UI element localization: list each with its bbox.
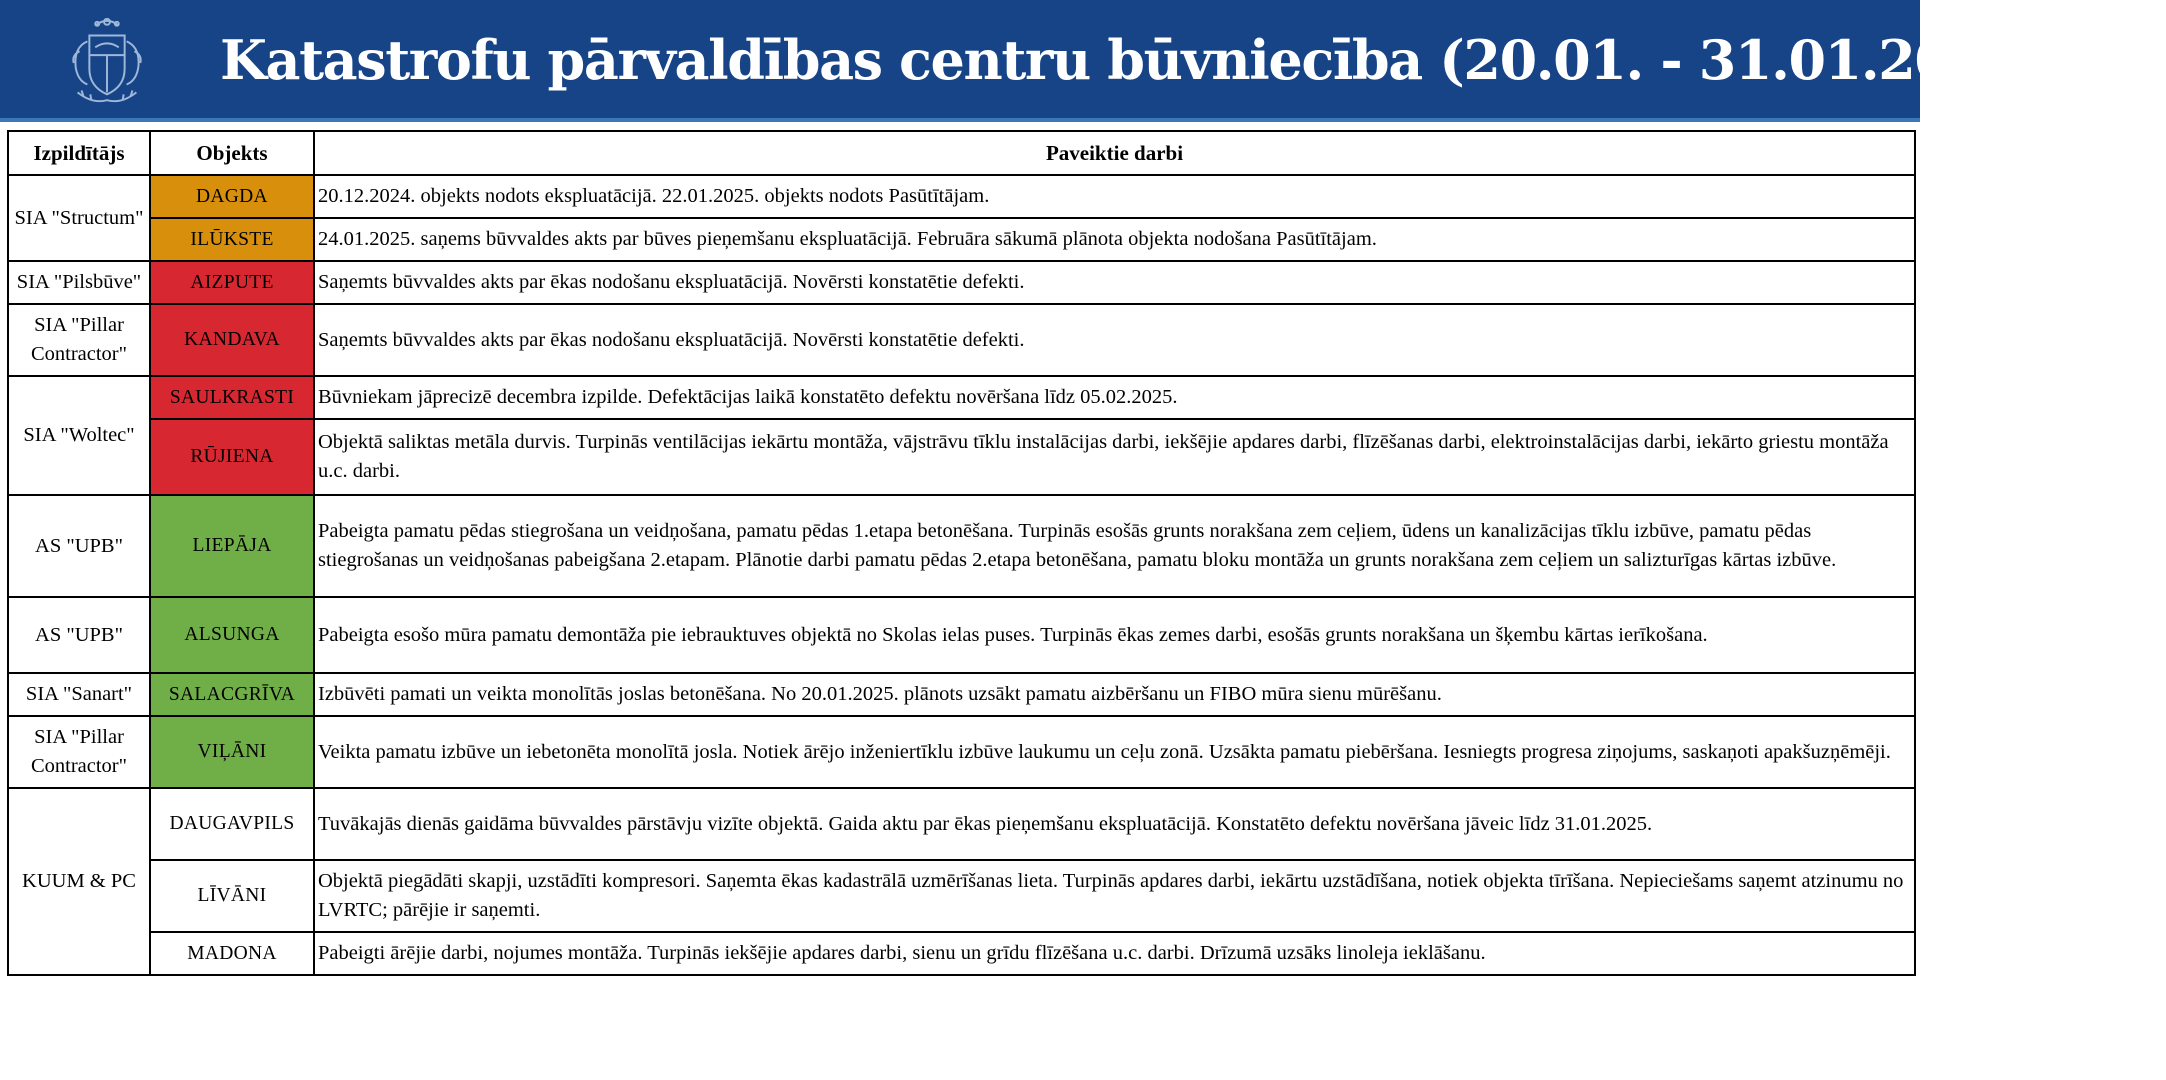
- table-header-row: [8, 131, 1915, 175]
- table-row: [8, 932, 1915, 975]
- object-cell: VIĻĀNI: [150, 716, 314, 788]
- works-cell: Veikta pamatu izbūve un iebetonēta monolītā josla. Notiek ārējo inženiertīklu izbūve laukumu un ceļu zonā. Uzsākta pamatu piebēršana. Iesniegts progresa ziņojums, saskaņoti apakšuzņēmēji.: [314, 716, 1915, 788]
- table-row: [8, 716, 1915, 788]
- works-cell: 20.12.2024. objekts nodots ekspluatācijā. 22.01.2025. objekts nodots Pasūtītājam.: [314, 175, 1915, 218]
- table-row: [8, 788, 1915, 860]
- contractor-cell: AS "UPB": [8, 495, 150, 597]
- object-cell: MADONA: [150, 932, 314, 975]
- contractor-cell: SIA "Woltec": [8, 376, 150, 495]
- latvia-coat-of-arms-icon: [58, 12, 156, 110]
- contractor-cell: SIA "Sanart": [8, 673, 150, 716]
- object-cell: DAGDA: [150, 175, 314, 218]
- works-cell: Saņemts būvvaldes akts par ēkas nodošanu ekspluatācijā. Novērsti konstatētie defekti.: [314, 304, 1915, 376]
- contractor-cell: SIA "Pilsbūve": [8, 261, 150, 304]
- works-cell: Pabeigti ārējie darbi, nojumes montāža. Turpinās iekšējie apdares darbi, sienu un grīdu flīzēšana u.c. darbi. Drīzumā uzsāks linoleja ieklāšanu.: [314, 932, 1915, 975]
- works-cell: Objektā piegādāti skapji, uzstādīti kompresori. Saņemta ēkas kadastrālā uzmērīšanas lieta. Turpinās apdares darbi, iekārtu uzstādīšana, notiek objekta tīrīšana. Nepieciešams saņemt atzinumu no LVRTC; pārējie ir saņemti.: [314, 860, 1915, 932]
- object-cell: DAUGAVPILS: [150, 788, 314, 860]
- object-cell: RŪJIENA: [150, 419, 314, 495]
- works-cell: 24.01.2025. saņems būvvaldes akts par būves pieņemšanu ekspluatācijā. Februāra sākumā plānota objekta nodošana Pasūtītājam.: [314, 218, 1915, 261]
- works-cell: Izbūvēti pamati un veikta monolītās joslas betonēšana. No 20.01.2025. plānots uzsākt pamatu aizbēršanu un FIBO mūra sienu mūrēšanu.: [314, 673, 1915, 716]
- object-cell: ILŪKSTE: [150, 218, 314, 261]
- table-row: [8, 175, 1915, 218]
- contractor-cell: SIA "Pillar Contractor": [8, 716, 150, 788]
- works-cell: Saņemts būvvaldes akts par ēkas nodošanu ekspluatācijā. Novērsti konstatētie defekti.: [314, 261, 1915, 304]
- contractor-cell: KUUM & PC: [8, 788, 150, 975]
- object-cell: LIEPĀJA: [150, 495, 314, 597]
- object-cell: SAULKRASTI: [150, 376, 314, 419]
- header-bar: [0, 0, 2166, 122]
- object-cell: ALSUNGA: [150, 597, 314, 673]
- column-header-object: Objekts: [150, 131, 314, 175]
- table-row: [8, 261, 1915, 304]
- contractor-cell: SIA "Pillar Contractor": [8, 304, 150, 376]
- page-title: Katastrofu pārvaldības centru būvniecība (20.01. - 31.01.2025.) (1): [220, 28, 2166, 92]
- table-row: [8, 860, 1915, 932]
- column-header-contractor: Izpildītājs: [8, 131, 150, 175]
- column-header-works: Paveiktie darbi: [314, 131, 1915, 175]
- works-table: [7, 130, 1916, 976]
- table-row: [8, 673, 1915, 716]
- works-cell: Tuvākajās dienās gaidāma būvvaldes pārstāvju vizīte objektā. Gaida aktu par ēkas pieņemšanu ekspluatācijā. Konstatēto defektu novēršana jāveic līdz 31.01.2025.: [314, 788, 1915, 860]
- object-cell: KANDAVA: [150, 304, 314, 376]
- object-cell: SALACGRĪVA: [150, 673, 314, 716]
- table-row: [8, 597, 1915, 673]
- contractor-cell: SIA "Structum": [8, 175, 150, 261]
- works-cell: Objektā saliktas metāla durvis. Turpinās ventilācijas iekārtu montāža, vājstrāvu tīklu instalācijas darbi, iekšējie apdares darbi, flīzēšanas darbi, elektroinstalācijas darbi, iekārto griestu montāža u.c. darbi.: [314, 419, 1915, 495]
- works-cell: Būvniekam jāprecizē decembra izpilde. Defektācijas laikā konstatēto defektu novēršana līdz 05.02.2025.: [314, 376, 1915, 419]
- table-row: [8, 304, 1915, 376]
- object-cell: AIZPUTE: [150, 261, 314, 304]
- works-cell: Pabeigta esošo mūra pamatu demontāža pie iebrauktuves objektā no Skolas ielas puses. Turpinās ēkas zemes darbi, esošās grunts norakšana un šķembu kārtas ierīkošana.: [314, 597, 1915, 673]
- table-row: [8, 218, 1915, 261]
- table-row: [8, 419, 1915, 495]
- table-row: [8, 376, 1915, 419]
- works-cell: Pabeigta pamatu pēdas stiegrošana un veidņošana, pamatu pēdas 1.etapa betonēšana. Turpinās esošās grunts norakšana zem ceļiem, ūdens un kanalizācijas tīklu izbūve, pamatu pēdas stiegrošanas un veidņošanas pabeigšana 2.etapam. Plānotie darbi pamatu pēdas 2.etapa betonēšana, pamatu bloku montāža un grunts norakšana zem ceļiem un salizturīgas kārtas izbūve.: [314, 495, 1915, 597]
- contractor-cell: AS "UPB": [8, 597, 150, 673]
- table-row: [8, 495, 1915, 597]
- object-cell: LĪVĀNI: [150, 860, 314, 932]
